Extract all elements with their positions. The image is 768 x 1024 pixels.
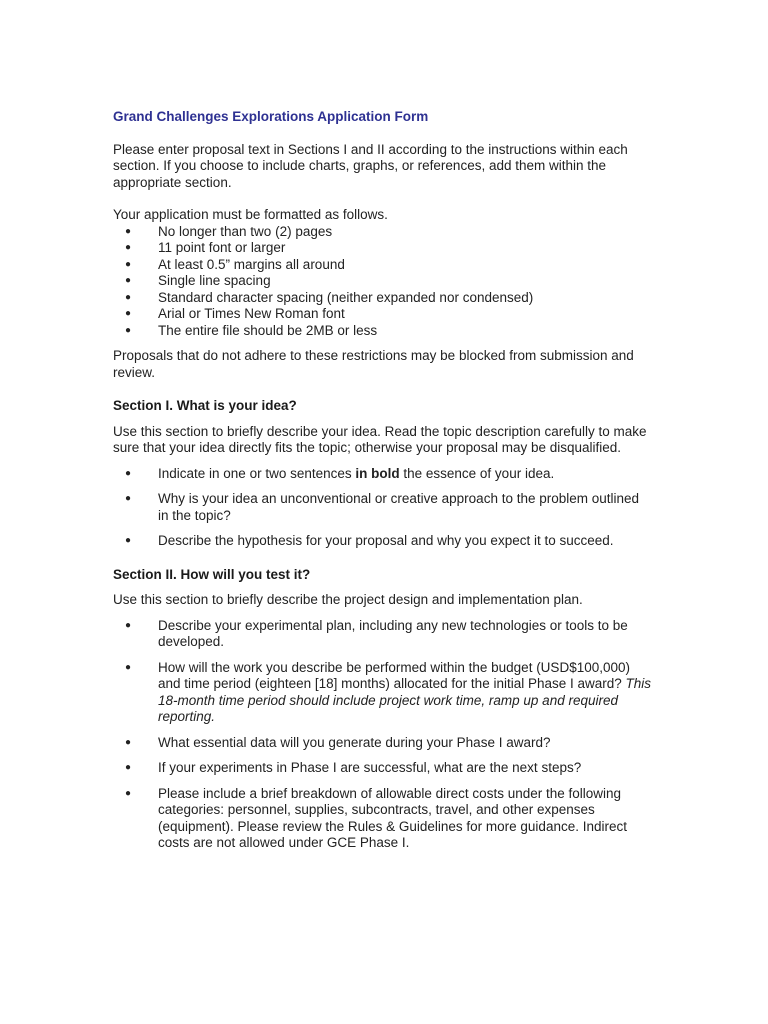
bullet-icon: ●	[125, 787, 132, 799]
bullet-icon: ●	[125, 535, 132, 546]
bullet-icon: ●	[125, 225, 132, 237]
bullet-icon: ●	[125, 619, 132, 631]
restrictions-note: Proposals that do not adhere to these restrictions may be blocked from submission and review.	[113, 348, 634, 380]
bold-emphasis: in bold	[355, 465, 400, 481]
bullet-icon: ●	[125, 467, 132, 479]
bullet-icon: ●	[125, 275, 132, 286]
bullet-icon: ●	[125, 324, 132, 336]
list-item: ● Arial or Times New Roman font	[125, 306, 345, 321]
section-two-description: Use this section to briefly describe the project design and implementation plan.	[113, 592, 583, 607]
format-intro: Your application must be formatted as follows.	[113, 207, 388, 222]
bullet-icon: ●	[125, 736, 132, 748]
bullet-icon: ●	[125, 258, 132, 270]
bullet-icon: ●	[125, 661, 132, 673]
intro-paragraph: Please enter proposal text in Sections I and II according to the instructions within each section. If you choose to include charts, graphs, or references, add them within the appropriate section.	[113, 141, 628, 190]
section-two-heading: Section II. How will you test it?	[113, 566, 311, 582]
section-one-description: Use this section to briefly describe your idea. Read the topic description carefully to make sure that your idea directly fits the topic; otherwise your proposal may be disqualified.	[113, 423, 647, 455]
document-page	[113, 109, 653, 869]
list-item: ● Why is your idea an unconventional or creative approach to the problem outlined in the topic?	[125, 491, 640, 523]
bullet-icon: ●	[125, 762, 132, 773]
bullet-icon: ●	[125, 242, 132, 253]
list-item: ● Indicate in one or two sentences in bold the essence of your idea.	[125, 465, 555, 481]
list-item: ● What essential data will you generate during your Phase I award?	[125, 734, 551, 750]
list-item: ● At least 0.5” margins all around	[125, 256, 345, 272]
format-rules-list	[113, 224, 653, 340]
list-item: ● Single line spacing	[125, 273, 271, 288]
section-two-list	[113, 618, 653, 852]
list-item: ● Please include a brief breakdown of allowable direct costs under the following categories: personnel, supplies, subcontracts, travel, and other expenses (equipment). Please review the Rules & Guidelines for more guidance. Indirect costs are not allowed under GCE Phase I.	[125, 785, 627, 850]
section-one-list	[113, 466, 653, 550]
list-item: ● If your experiments in Phase I are successful, what are the next steps?	[125, 760, 582, 775]
bullet-icon: ●	[125, 308, 132, 319]
bullet-icon: ●	[125, 493, 132, 504]
list-item: ● No longer than two (2) pages	[125, 223, 333, 239]
list-item: ● The entire file should be 2MB or less	[125, 322, 378, 338]
list-item: ● 11 point font or larger	[125, 240, 286, 255]
section-one-heading: Section I. What is your idea?	[113, 398, 297, 413]
list-item: ● Standard character spacing (neither expanded nor condensed)	[125, 289, 534, 305]
italic-note: This 18-month time period should include project work time, ramp up and required reporting.	[158, 676, 652, 724]
bullet-icon: ●	[125, 291, 132, 303]
list-item: ● How will the work you describe be performed within the budget (USD$100,000) and time period (eighteen [18] months) allocated for the initial Phase I award? This 18-month time period should include project work time, ramp up and required reporting.	[125, 659, 652, 724]
list-item: ● Describe the hypothesis for your proposal and why you expect it to succeed.	[125, 533, 614, 548]
form-title: Grand Challenges Explorations Application Form	[113, 109, 429, 124]
list-item: ● Describe your experimental plan, including any new technologies or tools to be developed.	[125, 617, 628, 649]
